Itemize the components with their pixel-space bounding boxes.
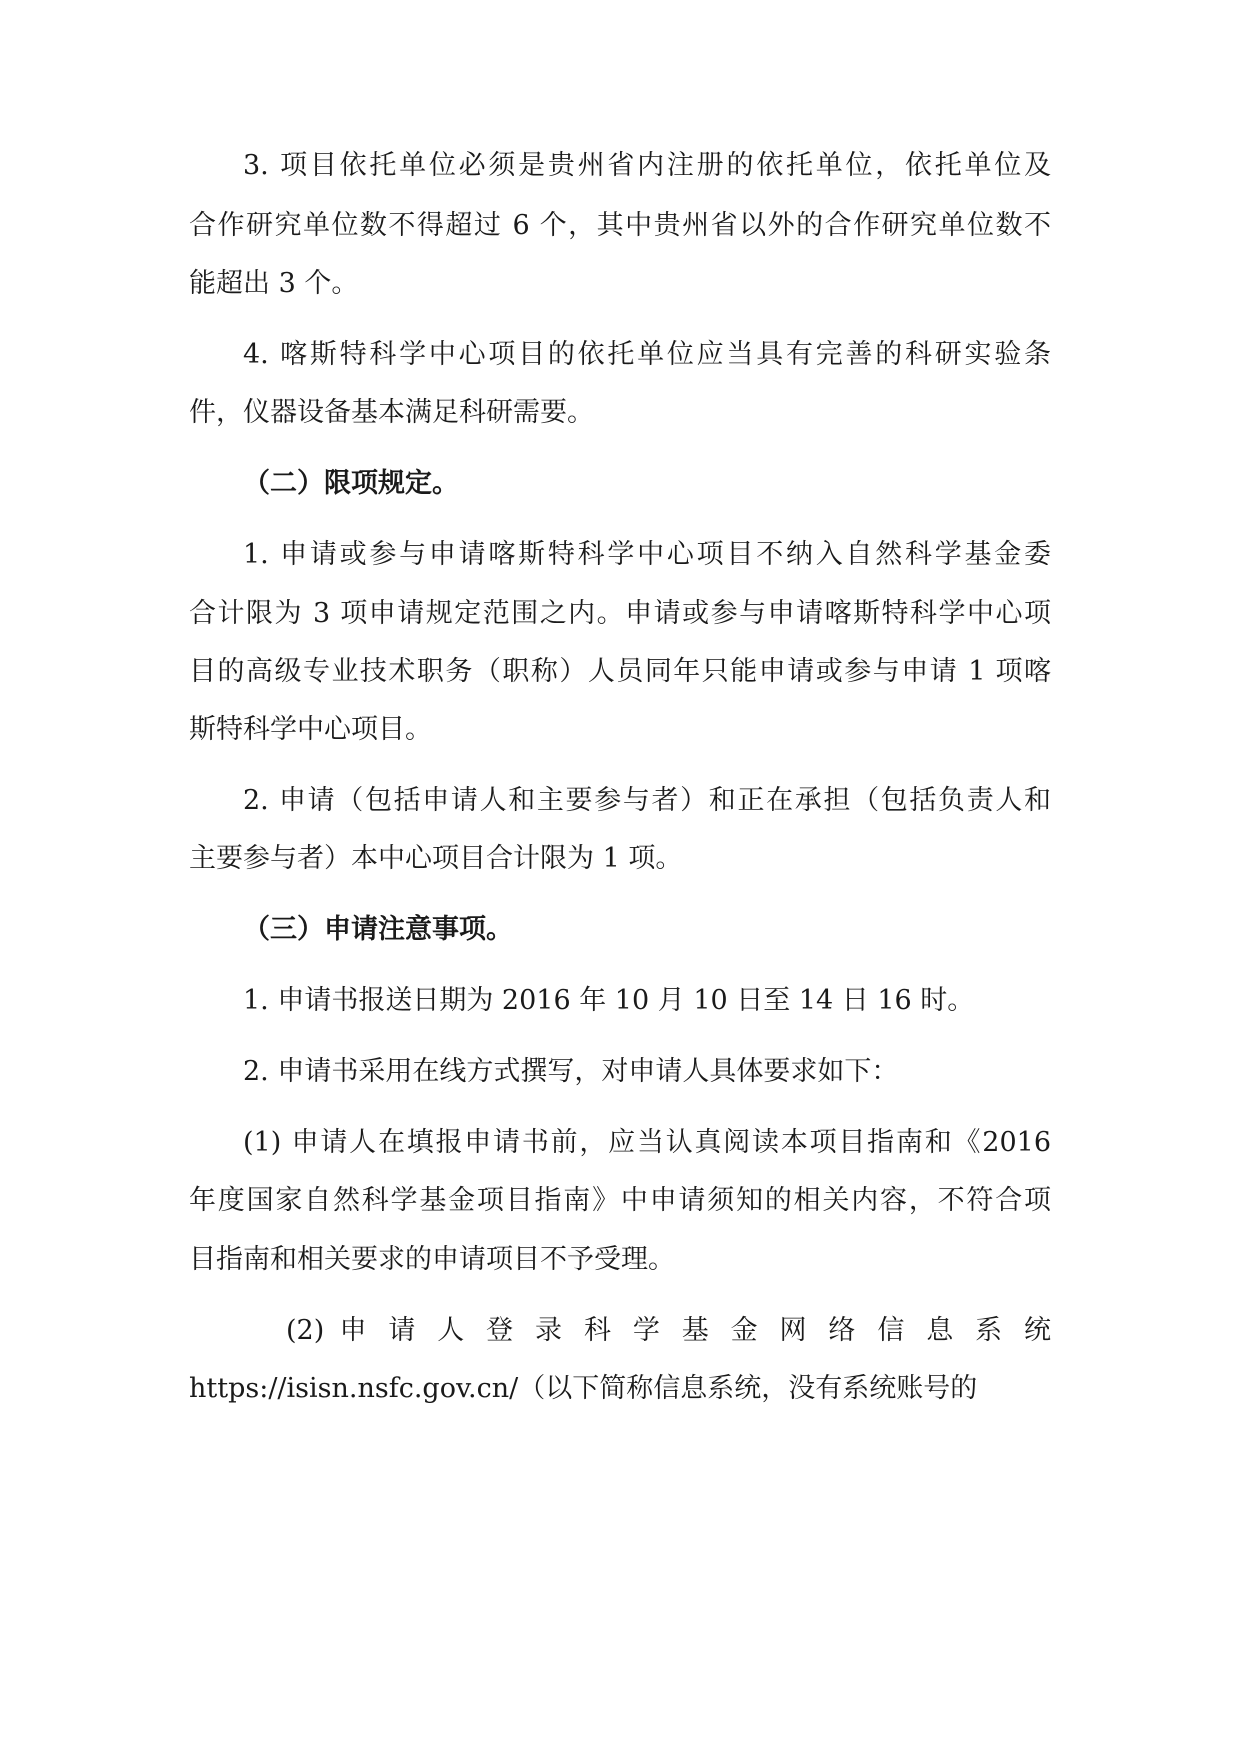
- paragraph-line: 主要参与者）本中心项目合计限为 1 项。: [189, 843, 683, 874]
- paragraph-line: 3. 项目依托单位必须是贵州省内注册的依托单位，依托单位及: [243, 150, 1051, 181]
- paragraph-line: https://isisn.nsfc.gov.cn/（以下简称信息系统，没有系统账号的: [189, 1373, 978, 1404]
- paragraph-line: 件，仪器设备基本满足科研需要。: [189, 397, 594, 428]
- paragraph-line: 1. 申请或参与申请喀斯特科学中心项目不纳入自然科学基金委: [243, 539, 1051, 570]
- paragraph-line: 目的高级专业技术职务（职称）人员同年只能申请或参与申请 1 项喀: [189, 656, 1051, 687]
- paragraph-line: 2. 申请书采用在线方式撰写，对申请人具体要求如下：: [243, 1056, 899, 1087]
- paragraph-line: (2) 申 请 人 登 录 科 学 基 金 网 络 信 息 系 统: [286, 1315, 1051, 1346]
- section-heading: （三）申请注意事项。: [243, 914, 513, 945]
- paragraph-line: 2. 申请（包括申请人和主要参与者）和正在承担（包括负责人和: [243, 785, 1051, 816]
- paragraph-line: 4. 喀斯特科学中心项目的依托单位应当具有完善的科研实验条: [243, 339, 1051, 370]
- paragraph-line: 合作研究单位数不得超过 6 个，其中贵州省以外的合作研究单位数不: [189, 210, 1051, 241]
- paragraph-line: 年度国家自然科学基金项目指南》中申请须知的相关内容，不符合项: [189, 1185, 1051, 1216]
- paragraph-line: (1) 申请人在填报申请书前，应当认真阅读本项目指南和《2016: [243, 1127, 1051, 1158]
- section-heading: （二）限项规定。: [243, 468, 459, 499]
- paragraph-line: 斯特科学中心项目。: [189, 714, 432, 745]
- paragraph-line: 能超出 3 个。: [189, 268, 359, 299]
- paragraph-line: 合计限为 3 项申请规定范围之内。申请或参与申请喀斯特科学中心项: [189, 598, 1051, 629]
- paragraph-line: 目指南和相关要求的申请项目不予受理。: [189, 1244, 675, 1275]
- paragraph-line: 1. 申请书报送日期为 2016 年 10 月 10 日至 14 日 16 时。: [243, 985, 975, 1016]
